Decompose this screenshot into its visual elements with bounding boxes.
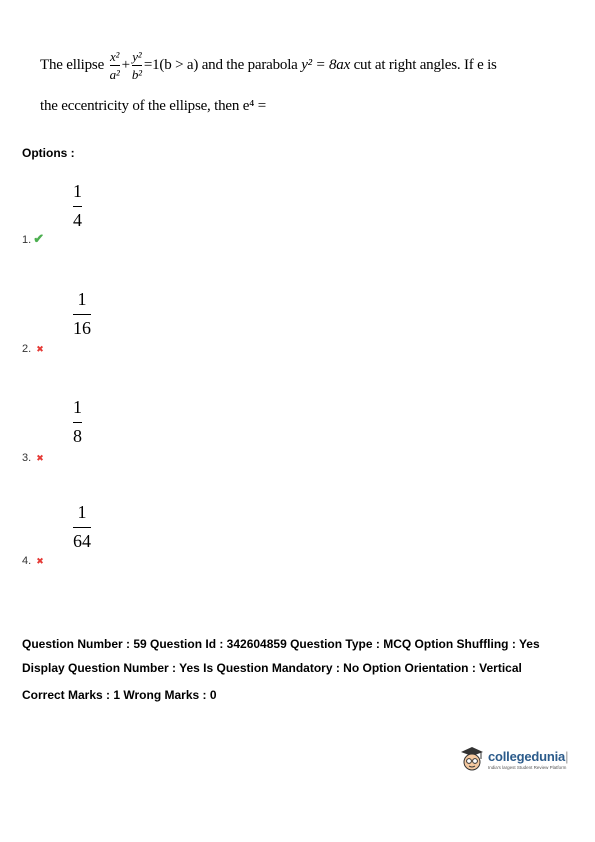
- option-1-label: 1. ✔: [22, 231, 45, 246]
- question-meta-line-3: Correct Marks : 1 Wrong Marks : 0: [22, 688, 217, 702]
- option-numerator: 1: [73, 181, 82, 201]
- question-mid: and the parabola: [201, 56, 298, 73]
- option-numerator: 1: [77, 289, 87, 309]
- question-line-2: the eccentricity of the ellipse, then e⁴ =: [40, 98, 267, 114]
- ellipse-rhs: =1(b > a): [143, 56, 199, 73]
- brand-name: collegedunia: [488, 748, 566, 764]
- option-2-label: 2. ✖: [22, 343, 44, 355]
- option-denominator: 4: [73, 210, 82, 230]
- option-denominator: 64: [73, 531, 91, 551]
- cross-icon: ✖: [36, 453, 44, 463]
- parabola-equation: y² = 8ax: [301, 56, 351, 73]
- options-title: Options :: [22, 146, 75, 160]
- question-suffix: cut at right angles. If e is: [353, 56, 497, 73]
- brand-tagline: India's largest Student Review Platform: [488, 764, 567, 770]
- fraction-bar: [73, 206, 82, 207]
- question-line-1: The ellipse $\frac{\text{x²}}{\text{a²}}$ + $\frac{\text{y²}}{\text{b²}}$ =1(b > a) and the parabola y² = 8ax cut at right angles. If e is: [40, 48, 497, 82]
- cross-icon: ✖: [36, 344, 44, 354]
- question-meta-line-1: Question Number : 59 Question Id : 342604859 Question Type : MCQ Option Shuffling : Yes: [22, 637, 540, 651]
- option-1-fraction: [73, 182, 82, 229]
- question-meta-line-2: Display Question Number : Yes Is Question Mandatory : No Option Orientation : Vertical: [22, 661, 522, 675]
- option-3-label: 3. ✖: [22, 452, 44, 464]
- option-4-label: 4. ✖: [22, 555, 44, 567]
- fraction-bar: [73, 422, 82, 423]
- option-denominator: 16: [73, 318, 91, 338]
- check-icon: ✔: [33, 231, 45, 246]
- option-denominator: 8: [73, 426, 82, 446]
- mascot-icon: [459, 745, 485, 773]
- question-prefix: The ellipse: [40, 56, 105, 73]
- option-4-fraction: [73, 503, 91, 550]
- option-2-fraction: [73, 290, 91, 337]
- fraction-bar: [73, 527, 91, 528]
- option-3-fraction: [73, 398, 82, 445]
- ellipse-y-term: $\frac{\text{y²}}{\text{b²}}$: [131, 48, 142, 82]
- option-numerator: 1: [73, 397, 82, 417]
- cross-icon: ✖: [36, 556, 44, 566]
- collegedunia-logo: collegedunia| India's largest Student Review Platform: [459, 745, 568, 773]
- ellipse-x-term: $\frac{\text{x²}}{\text{a²}}$: [109, 48, 120, 82]
- option-numerator: 1: [77, 502, 87, 522]
- fraction-bar: [73, 314, 91, 315]
